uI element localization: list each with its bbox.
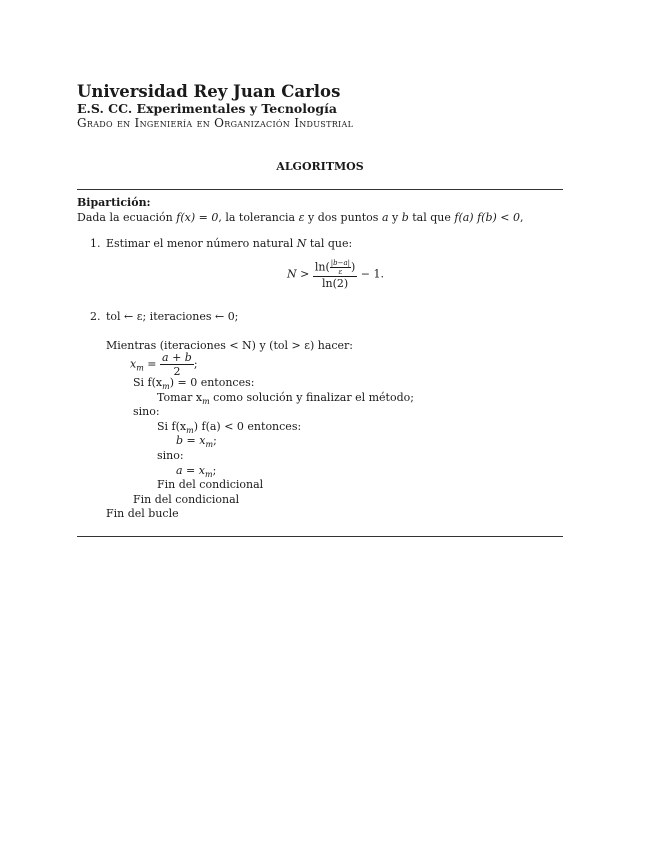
step-1-N: N	[296, 237, 307, 250]
midpoint-line	[130, 351, 198, 378]
bottom-divider	[77, 536, 563, 537]
intro-text-1: Dada la ecuación	[77, 211, 177, 224]
take-sub: m	[202, 397, 210, 407]
section-heading: Bipartición:	[77, 196, 151, 209]
if-sign-sub: m	[186, 426, 194, 436]
formula-tail: − 1.	[360, 267, 385, 281]
top-divider	[77, 189, 563, 190]
formula-ln-open: ln(	[314, 260, 330, 274]
endif-inner-line: Fin del condicional	[157, 478, 264, 491]
intro-paragraph	[77, 211, 524, 224]
if-sign-start: Si f(x	[157, 420, 187, 433]
intro-text-5: tal que	[408, 211, 455, 224]
if-root-sub: m	[162, 382, 170, 392]
intro-math-equation: f(x) = 0	[176, 211, 219, 224]
step-1-tail: tal que:	[306, 237, 353, 250]
formula-ln-close: )	[351, 260, 356, 274]
step-2-text: tol ← ε; iteraciones ← 0;	[106, 310, 239, 323]
else-outer-line: sino:	[133, 405, 160, 418]
if-sign-line	[157, 420, 301, 435]
endif-outer-line: Fin del condicional	[133, 493, 240, 506]
midpoint-x: x	[130, 357, 137, 371]
step-1-text	[106, 237, 352, 250]
assign-a-end: ;	[212, 464, 217, 477]
take-start: Tomar x	[157, 391, 203, 404]
midpoint-numerator: a + b	[162, 351, 192, 364]
intro-math-condition: f(a) f(b) < 0	[454, 211, 521, 224]
while-line: Mientras (iteraciones < N) y (tol > ε) hacer:	[106, 339, 354, 352]
assign-a-line	[176, 464, 216, 479]
intro-text-6: ,	[520, 211, 524, 224]
intro-text-3: y dos puntos	[304, 211, 382, 224]
else-inner-line: sino:	[157, 449, 184, 462]
step-1-label: Estimar el menor número natural	[106, 237, 297, 250]
degree-name: Grado en Ingeniería en Organización Industrial	[77, 116, 354, 130]
midpoint-denominator: 2	[173, 365, 181, 378]
formula-lhs: N >	[287, 267, 310, 281]
intro-math-a: a	[381, 211, 389, 224]
step-2-number: 2.	[90, 310, 101, 323]
step-1-number: 1.	[90, 237, 101, 250]
assign-b-end: ;	[213, 434, 217, 447]
formula-fraction	[313, 259, 357, 290]
take-solution-line	[157, 391, 414, 406]
if-root-start: Si f(x	[133, 376, 163, 389]
university-name: Universidad Rey Juan Carlos	[77, 82, 341, 101]
intro-text-2: , la tolerancia	[218, 211, 299, 224]
take-tail: como solución y finalizar el método;	[209, 391, 414, 404]
assign-b: b = x	[176, 434, 206, 447]
midpoint-eq: =	[143, 357, 157, 371]
formula-denominator: ln(2)	[321, 277, 349, 290]
intro-math-epsilon: ε	[298, 211, 305, 224]
page-title: ALGORITMOS	[276, 160, 364, 173]
formula-inner-numerator: |b−a|	[330, 259, 350, 267]
assign-b-sub: m	[205, 440, 214, 450]
formula-inner-denominator: ε	[338, 268, 343, 276]
endloop-line: Fin del bucle	[106, 507, 179, 520]
if-sign-tail: ) f(a) < 0 entonces:	[193, 420, 302, 433]
if-root-line	[133, 376, 254, 391]
intro-text-4: y	[388, 211, 402, 224]
formula-numerator	[313, 259, 357, 277]
iteration-formula	[287, 259, 384, 290]
assign-a-sub: m	[204, 470, 213, 480]
midpoint-end: ;	[193, 357, 198, 371]
midpoint-fraction	[160, 351, 194, 378]
assign-b-line	[176, 434, 217, 449]
assign-a: a = x	[176, 464, 205, 477]
school-name: E.S. CC. Experimentales y Tecnología	[77, 101, 337, 116]
midpoint-sub: m	[136, 363, 144, 373]
intro-math-b: b	[401, 211, 409, 224]
formula-inner-fraction	[330, 259, 351, 276]
if-root-tail: ) = 0 entonces:	[169, 376, 255, 389]
